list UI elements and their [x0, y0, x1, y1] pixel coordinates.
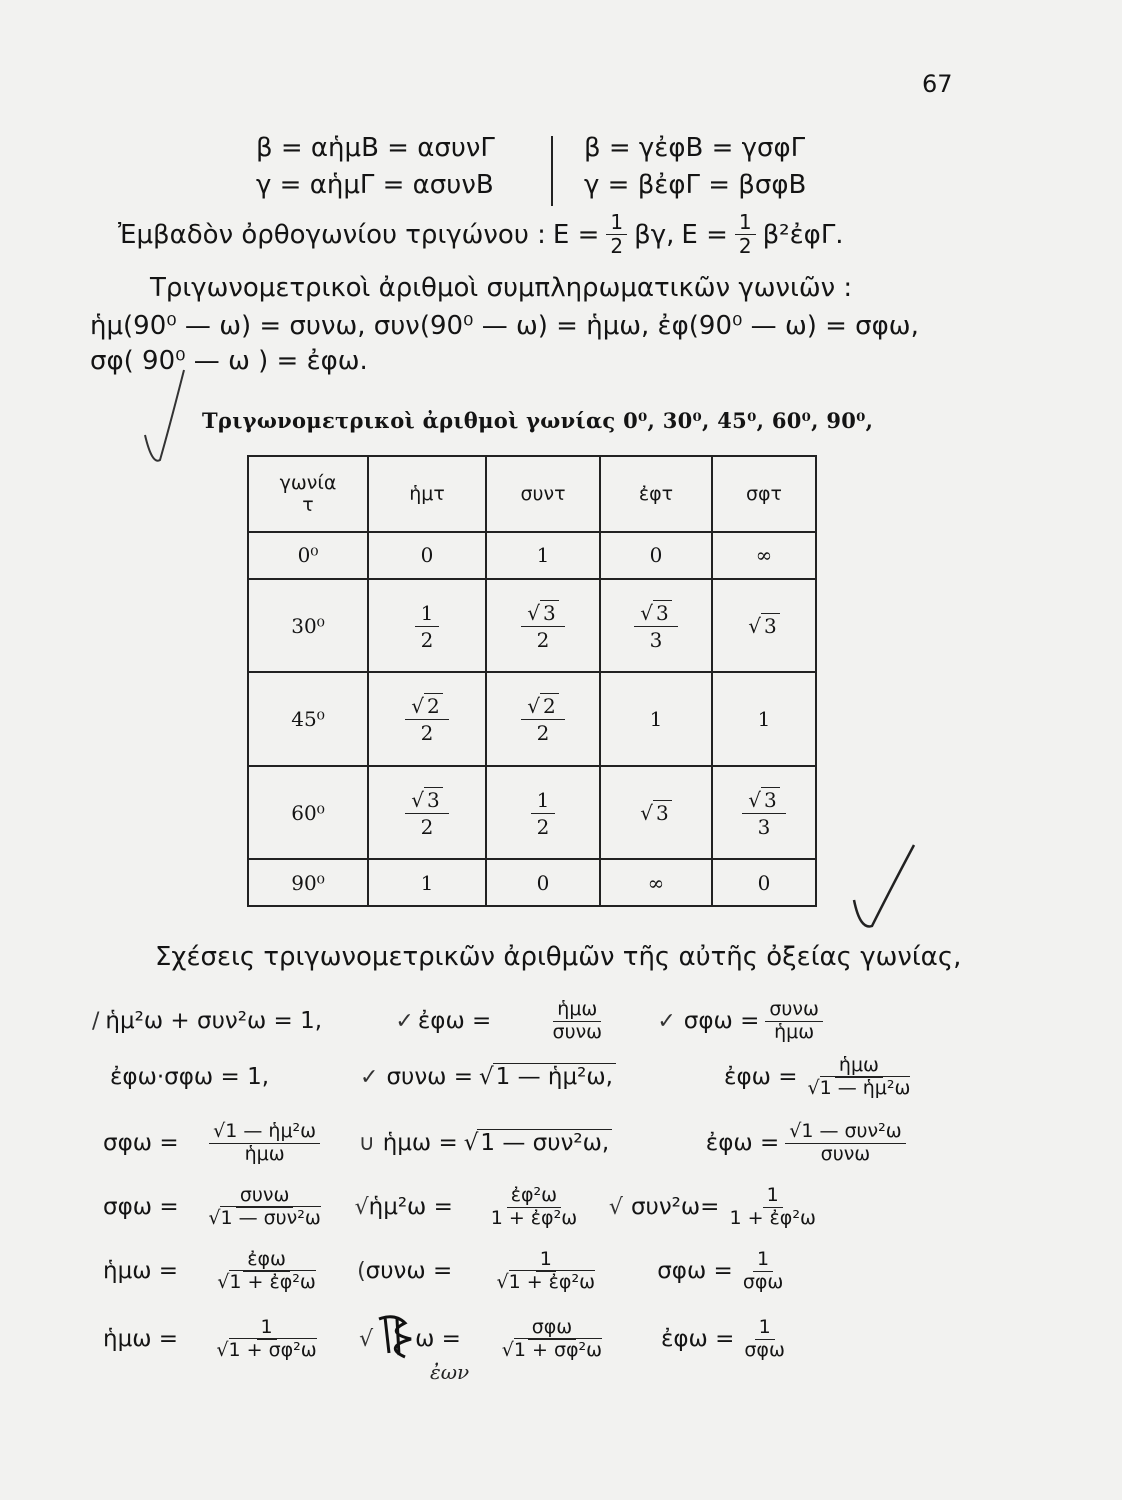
- cell-angle: 0⁰: [248, 532, 368, 579]
- trig-table: [247, 455, 817, 907]
- header-hmt: ἡμτ: [368, 456, 486, 532]
- relation-tan3-fraction: $\frac{\text{√1 — συν²ω}}{\text{συνω}}$: [785, 1122, 905, 1165]
- relation-tan4-fraction: $\frac{1}{\text{σφω}}$: [744, 1316, 785, 1361]
- check-mark-icon: ✓: [395, 1008, 414, 1034]
- relation-cot2-fraction: $\frac{\text{√1 — ἡμ²ω}}{\text{ἡμω}}$: [185, 1122, 345, 1165]
- formula-divider: [551, 136, 553, 206]
- cell-syn: $\frac{√ 3}{2}$: [486, 579, 600, 673]
- relation-cot4-fraction: $\frac{1}{\text{σφω}}$: [742, 1248, 784, 1293]
- relation-cot-fraction: $\frac{\text{συνω}}{\text{ἡμω}}$: [765, 1000, 823, 1043]
- complementary-line-1: ἡμ(90⁰ — ω) = συνω, συν(90⁰ — ω) = ἡμω, ἐφ(90⁰ — ω) = σφω,: [90, 311, 919, 341]
- cell-hm: $\frac{√ 3}{2}$: [368, 766, 486, 860]
- area-label: Ἐμβαδὸν ὀρθογωνίου τριγώνου :: [118, 219, 546, 250]
- relation-product: ἐφω·σφω = 1,: [110, 1064, 270, 1091]
- check-mark-icon: /: [92, 1008, 100, 1034]
- check-mark-icon: √: [359, 1326, 374, 1352]
- relation-sin-root: √1 — συν²ω,: [464, 1130, 684, 1156]
- check-mark-icon: √: [354, 1194, 369, 1220]
- area-e1-left: Ε =: [552, 219, 600, 250]
- check-mark-icon: ∪: [358, 1130, 375, 1156]
- cell-syn: 0: [486, 859, 600, 906]
- relation-tan2-label: ἐφω =: [724, 1064, 798, 1091]
- relation-cos-root: √1 — ἡμ²ω,: [479, 1064, 684, 1090]
- cell-ef: 1: [600, 672, 712, 766]
- relations-row-5: [103, 1250, 1063, 1293]
- area-e2-left: Ε =: [681, 219, 728, 250]
- check-mark-icon: ✓: [657, 1008, 676, 1034]
- relations-row-2: [110, 1056, 1060, 1099]
- handwritten-note: ἐων: [430, 1360, 470, 1384]
- relation-tan2-fraction: $\frac{\text{ἡμω}}{\text{√1 — ἡμ²ω}}$: [807, 1054, 911, 1099]
- table-row: [248, 766, 816, 860]
- page-number: 67: [922, 70, 953, 98]
- check-mark-icon: [850, 840, 920, 930]
- cell-syn: $\frac{√ 2}{2}$: [486, 672, 600, 766]
- relation-cos2-fraction: $\frac{1}{\text{1 + ἐφ²ω}}$: [729, 1184, 816, 1229]
- relations-row-4: [103, 1186, 1063, 1229]
- cell-ef: √ 3: [600, 766, 712, 860]
- formula-right-2: γ = βἐφΓ = βσφΒ: [584, 170, 807, 200]
- relation-tan-label: ἐφω =: [417, 1008, 492, 1035]
- cell-sf: $\frac{√ 3}{3}$: [712, 766, 816, 860]
- relation-tan3-label: ἐφω =: [705, 1130, 780, 1157]
- cell-ef: ∞: [600, 859, 712, 906]
- header-synt: συντ: [486, 456, 600, 532]
- cell-hm: $\frac{1}{2}$: [368, 579, 486, 673]
- cell-angle: 45⁰: [248, 672, 368, 766]
- cell-ef: $\frac{√ 3}{3}$: [600, 579, 712, 673]
- complementary-heading: Τριγωνομετρικοὶ ἀριθμοὶ συμπληρωματικῶν γωνιῶν :: [150, 273, 853, 303]
- header-eft: ἐφτ: [600, 456, 712, 532]
- table-title: Τριγωνομετρικοὶ ἀριθμοὶ γωνίας 0⁰, 30⁰, 45⁰, 60⁰, 90⁰,: [202, 408, 874, 433]
- area-e2-right: β²ἐφΓ.: [762, 219, 844, 250]
- relations-heading: Σχέσεις τριγωνομετρικῶν ἀριθμῶν τῆς αὐτῆς ὀξείας γωνίας,: [155, 942, 962, 972]
- relation-sin4-label: ἡμω =: [103, 1326, 179, 1353]
- relation-cos4-fraction: $\frac{\text{σφω}}{\text{√1 + σφ²ω}}$: [501, 1316, 603, 1361]
- relation-cos-label: συνω =: [386, 1064, 474, 1091]
- area-fraction-1: $\frac{1}{2}$: [606, 212, 627, 257]
- relations-row-3: [103, 1122, 1063, 1165]
- cell-angle: 30⁰: [248, 579, 368, 673]
- cell-ef: 0: [600, 532, 712, 579]
- area-fraction-2: $\frac{1}{2}$: [735, 212, 756, 257]
- relation-cot4-label: σφω =: [657, 1258, 733, 1285]
- cell-hm: $\frac{√ 2}{2}$: [368, 672, 486, 766]
- cell-syn: $\frac{1}{2}$: [486, 766, 600, 860]
- check-mark-icon: ✓: [360, 1064, 379, 1090]
- cell-sf: ∞: [712, 532, 816, 579]
- formula-right-1: β = γἐφΒ = γσφΓ: [584, 133, 806, 163]
- cell-angle: 90⁰: [248, 859, 368, 906]
- cell-hm: 1: [368, 859, 486, 906]
- relation-sin-label: ἡμω =: [382, 1130, 458, 1157]
- relation-cos2-label: συν²ω=: [630, 1194, 720, 1221]
- relations-row-1: [92, 1000, 1052, 1043]
- cell-angle: 60⁰: [248, 766, 368, 860]
- header-angle: γωνία τ: [248, 456, 368, 532]
- relation-tan-fraction: $\frac{\text{ἡμω}}{\text{συνω}}$: [552, 998, 603, 1043]
- relation-cot2-label: σφω =: [103, 1130, 179, 1157]
- table-row: [248, 579, 816, 673]
- area-line: [118, 212, 844, 257]
- cell-sf: 1: [712, 672, 816, 766]
- relation-cos4-label: ω =: [415, 1326, 461, 1353]
- check-mark-icon: √: [608, 1194, 623, 1220]
- relation-sin3-label: ἡμω =: [103, 1258, 179, 1285]
- cell-hm: 0: [368, 532, 486, 579]
- cell-sf: 0: [712, 859, 816, 906]
- cell-sf: √ 3: [712, 579, 816, 673]
- relations-row-6: [103, 1318, 1063, 1361]
- relation-identity: ἡμ²ω + συν²ω = 1,: [105, 1008, 323, 1035]
- formula-left-2: γ = αἡμΓ = ασυνΒ: [256, 170, 494, 200]
- relation-sin4-fraction: $\frac{1}{\text{√1 + σφ²ω}}$: [216, 1316, 317, 1361]
- relation-sin2-fraction: $\frac{\text{ἐφ²ω}}{\text{1 + ἐφ²ω}}$: [490, 1184, 578, 1229]
- relation-cos3-fraction: $\frac{1}{\text{√1 + ἐφ²ω}}$: [496, 1248, 595, 1293]
- relation-tan4-label: ἐφω =: [660, 1326, 735, 1353]
- cell-syn: 1: [486, 532, 600, 579]
- relation-sin2-label: ἡμ²ω =: [368, 1194, 453, 1221]
- header-sft: σφτ: [712, 456, 816, 532]
- relation-cot3-fraction: $\frac{\text{συνω}}{\text{√1 — συν²ω}}$: [208, 1184, 321, 1229]
- relation-cos3-label: συνω =: [365, 1258, 453, 1285]
- table-row: [248, 532, 816, 579]
- scribble-icon: [375, 1319, 415, 1359]
- relation-cot3-label: σφω =: [103, 1194, 179, 1221]
- area-e1-right: βγ,: [634, 219, 675, 250]
- formula-left-1: β = αἡμΒ = ασυνΓ: [256, 133, 495, 163]
- check-mark-icon: (: [357, 1258, 366, 1284]
- relation-sin3-fraction: $\frac{\text{ἐφω}}{\text{√1 + ἐφ²ω}}$: [217, 1248, 316, 1293]
- table-row: [248, 672, 816, 766]
- check-mark-icon: [140, 365, 190, 475]
- table-row: [248, 859, 816, 906]
- relation-cot-label: σφω =: [683, 1008, 760, 1035]
- table-header-row: [248, 456, 816, 532]
- complementary-line-2: σφ( 90⁰ — ω ) = ἐφω.: [90, 346, 368, 376]
